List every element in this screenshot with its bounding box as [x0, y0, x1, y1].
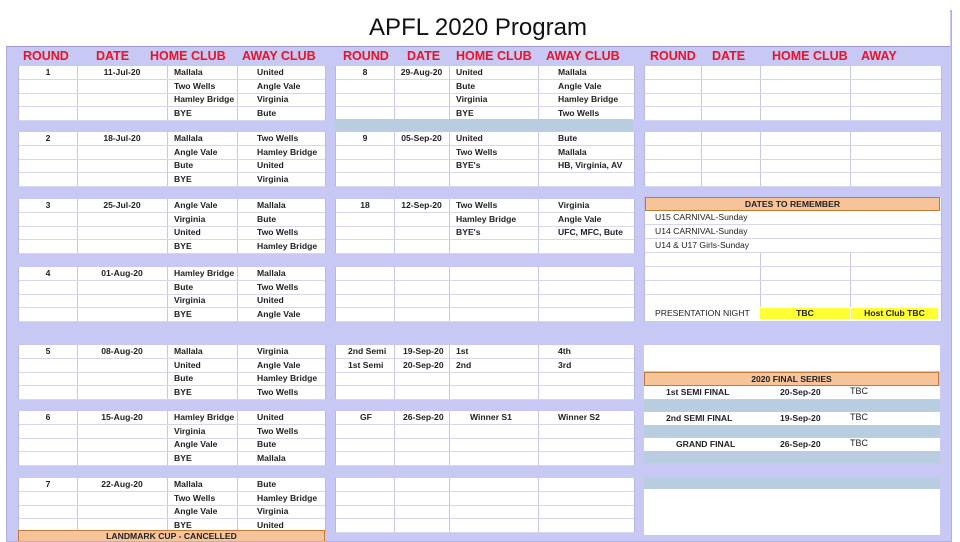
- away-club: United: [257, 160, 284, 170]
- home-club: Angle Vale: [174, 200, 218, 210]
- away-club: Virginia: [257, 346, 289, 356]
- table-row: [336, 159, 634, 173]
- presentation-host: Host Club TBC: [851, 308, 938, 319]
- home-club: BYE's: [456, 160, 481, 170]
- gf-home: Winner S1: [470, 412, 512, 422]
- home-club: Angle Vale: [174, 439, 218, 449]
- table-row: [336, 213, 634, 227]
- header-round-left: ROUND: [23, 49, 69, 63]
- round-block: [18, 411, 326, 465]
- table-row: [19, 294, 325, 308]
- table-row: [19, 359, 325, 373]
- away-club: Hamley Bridge: [257, 373, 318, 383]
- table-row: [645, 132, 941, 146]
- table-row: [19, 173, 325, 187]
- away-club: Hamley Bridge: [257, 240, 318, 251]
- round-block: [335, 66, 635, 120]
- header-home-left: HOME CLUB: [150, 49, 226, 63]
- away-club: Two Wells: [257, 386, 299, 397]
- table-row: [19, 505, 325, 519]
- semi-round: 2nd Semi: [348, 346, 387, 356]
- round-number: 9: [362, 133, 368, 143]
- header-away-right: AWAY: [861, 49, 897, 63]
- home-club: Virginia: [174, 425, 206, 436]
- home-club: BYE: [174, 240, 192, 251]
- table-row: [19, 66, 325, 80]
- round-number: 18: [360, 200, 370, 210]
- away-club: Bute: [257, 107, 277, 118]
- final-item-name: 1st SEMI FINAL: [666, 387, 730, 397]
- table-row: [645, 159, 941, 173]
- home-club: BYE's: [456, 227, 481, 237]
- home-club: Mallala: [174, 133, 203, 143]
- round-block: [18, 66, 326, 120]
- table-row: [19, 240, 325, 254]
- table-row: [19, 80, 325, 94]
- table-row: [19, 372, 325, 386]
- round-block: [335, 199, 635, 253]
- home-club: Bute: [456, 80, 476, 91]
- round-block: [335, 267, 635, 321]
- table-row: [336, 386, 634, 400]
- away-club: Virginia: [257, 94, 289, 104]
- table-row: [336, 308, 634, 322]
- table-row: [336, 505, 634, 519]
- away-club: Mallala: [257, 268, 286, 278]
- home-club: Virginia: [456, 94, 488, 104]
- semi-round: 1st Semi: [348, 359, 384, 370]
- table-row: [336, 425, 634, 439]
- round-block: [644, 66, 942, 120]
- round-number: 8: [362, 67, 368, 77]
- home-club: United: [456, 67, 483, 77]
- round-block: [18, 199, 326, 253]
- round-block: [18, 267, 326, 321]
- home-club: Hamley Bridge: [174, 412, 235, 422]
- table-row: [336, 281, 634, 295]
- table-row: [19, 452, 325, 466]
- home-club: Hamley Bridge: [174, 94, 235, 104]
- table-row: [19, 132, 325, 146]
- round-block: [18, 345, 326, 399]
- final-item-name: 2nd SEMI FINAL: [666, 413, 733, 423]
- semi-home: 2nd: [456, 359, 472, 370]
- home-club: Bute: [174, 160, 194, 170]
- away-club: Mallala: [558, 146, 587, 157]
- final-item-venue: TBC: [850, 386, 868, 396]
- home-club: Angle Vale: [174, 146, 218, 157]
- table-row: [336, 478, 634, 492]
- home-club: BYE: [174, 386, 192, 397]
- home-club: Mallala: [174, 479, 203, 489]
- semi-home: 1st: [456, 346, 469, 356]
- table-row: [645, 173, 941, 187]
- final-item-venue: TBC: [850, 438, 868, 448]
- home-club: BYE: [174, 519, 192, 530]
- home-club: Mallala: [174, 67, 203, 77]
- home-club: BYE: [174, 173, 192, 184]
- table-row: [336, 146, 634, 160]
- away-club: Bute: [257, 213, 277, 224]
- home-club: BYE: [456, 107, 474, 118]
- table-row: [336, 240, 634, 254]
- reminder-item: U14 & U17 Girls-Sunday: [655, 240, 750, 250]
- table-row: [19, 226, 325, 240]
- round-date: 29-Aug-20: [400, 67, 443, 77]
- table-row: [336, 66, 634, 80]
- table-row: [336, 132, 634, 146]
- header-date-right: DATE: [712, 49, 746, 63]
- round-date: 11-Jul-20: [103, 67, 141, 77]
- separator-strip: [335, 119, 633, 131]
- home-club: BYE: [174, 452, 192, 463]
- round-number: 2: [45, 133, 51, 143]
- away-club: Bute: [257, 479, 277, 489]
- table-row: [645, 66, 941, 80]
- home-club: Virginia: [174, 295, 206, 305]
- table-row: [336, 438, 634, 452]
- gf-round: GF: [360, 412, 372, 422]
- table-row: [336, 411, 634, 425]
- away-club: Angle Vale: [257, 80, 301, 91]
- header-away-middle: AWAY CLUB: [546, 49, 620, 63]
- table-row: [336, 372, 634, 386]
- table-row: [19, 308, 325, 322]
- table-row: [645, 146, 941, 160]
- final-item-name: GRAND FINAL: [676, 439, 736, 449]
- home-club: Two Wells: [174, 492, 216, 503]
- home-club: Two Wells: [456, 146, 498, 157]
- round-block: [335, 345, 635, 399]
- table-row: [19, 478, 325, 492]
- away-club: Virginia: [257, 173, 289, 184]
- table-row: [336, 226, 634, 240]
- table-row: [336, 199, 634, 213]
- table-row: [336, 267, 634, 281]
- table-row: [645, 80, 941, 94]
- round-date: 08-Aug-20: [101, 346, 143, 356]
- page-title: APFL 2020 Program: [6, 10, 950, 47]
- table-row: [645, 107, 941, 121]
- away-club: Angle Vale: [558, 80, 602, 91]
- landmark-cup-banner: LANDMARK CUP - CANCELLED: [18, 530, 325, 541]
- away-club: Hamley Bridge: [558, 94, 619, 104]
- away-club: Two Wells: [257, 133, 299, 143]
- table-row: [19, 267, 325, 281]
- table-row: [19, 281, 325, 295]
- home-club: Hamley Bridge: [174, 268, 235, 278]
- final-item-date: 26-Sep-20: [780, 439, 821, 449]
- away-club: Virginia: [257, 506, 289, 516]
- reminder-item: U14 CARNIVAL-Sunday: [655, 226, 748, 236]
- header-date-middle: DATE: [407, 49, 441, 63]
- round-date: 01-Aug-20: [101, 268, 143, 278]
- away-club: United: [257, 295, 284, 305]
- away-club: Angle Vale: [558, 213, 602, 224]
- away-club: Mallala: [257, 200, 286, 210]
- round-number: 5: [45, 346, 51, 356]
- away-club: Mallala: [558, 67, 587, 77]
- away-club: United: [257, 412, 284, 422]
- reminder-item: U15 CARNIVAL-Sunday: [655, 212, 748, 222]
- header-away-left: AWAY CLUB: [242, 49, 316, 63]
- table-row: [19, 93, 325, 107]
- away-club: Virginia: [558, 200, 590, 210]
- away-club: United: [257, 519, 284, 530]
- round-date: 18-Jul-20: [103, 133, 141, 143]
- away-club: Two Wells: [257, 281, 299, 292]
- round-block: [335, 478, 635, 532]
- round-number: 4: [45, 268, 51, 278]
- home-club: Two Wells: [174, 80, 216, 91]
- home-club: BYE: [174, 308, 192, 319]
- round-number: 6: [45, 412, 51, 422]
- semi-away: 3rd: [558, 359, 572, 370]
- semi-date: 19-Sep-20: [403, 346, 444, 356]
- presentation-night-label: PRESENTATION NIGHT: [655, 308, 750, 318]
- home-club: Two Wells: [456, 200, 498, 210]
- home-club: BYE: [174, 107, 192, 118]
- round-number: 3: [45, 200, 51, 210]
- home-club: United: [174, 227, 201, 237]
- home-club: United: [456, 133, 483, 143]
- away-club: United: [257, 67, 284, 77]
- away-club: UFC, MFC, Bute: [558, 227, 623, 237]
- gf-away: Winner S2: [558, 412, 600, 422]
- round-date: 12-Sep-20: [401, 200, 442, 210]
- table-row: [336, 519, 634, 533]
- table-row: [336, 80, 634, 94]
- table-row: [19, 345, 325, 359]
- table-row: [19, 411, 325, 425]
- table-row: [19, 159, 325, 173]
- round-date: 22-Aug-20: [101, 479, 143, 489]
- table-row: [336, 345, 634, 359]
- table-row: [19, 438, 325, 452]
- round-date: 05-Sep-20: [401, 133, 442, 143]
- dates-to-remember-title: DATES TO REMEMBER: [645, 197, 940, 211]
- home-club: Angle Vale: [174, 506, 218, 516]
- home-club: United: [174, 359, 201, 370]
- away-club: Angle Vale: [257, 308, 301, 319]
- home-club: Mallala: [174, 346, 203, 356]
- table-row: [336, 93, 634, 107]
- final-item-date: 20-Sep-20: [780, 387, 821, 397]
- away-club: Two Wells: [558, 107, 600, 118]
- semi-away: 4th: [558, 346, 571, 356]
- header-round-middle: ROUND: [343, 49, 389, 63]
- dates-to-remember-panel: [644, 197, 942, 321]
- away-club: Hamley Bridge: [257, 492, 318, 503]
- table-row: [19, 492, 325, 506]
- final-item-venue: TBC: [850, 412, 868, 422]
- header-round-right: ROUND: [650, 49, 696, 63]
- header-date-left: DATE: [96, 49, 130, 63]
- home-club: Bute: [174, 281, 194, 292]
- table-row: [336, 359, 634, 373]
- round-date: 15-Aug-20: [101, 412, 143, 422]
- table-row: [645, 93, 941, 107]
- round-block: [644, 132, 942, 186]
- final-series-panel: [644, 345, 940, 535]
- away-club: Bute: [257, 439, 277, 449]
- round-number: 7: [45, 479, 51, 489]
- round-block: [335, 132, 635, 186]
- home-club: Hamley Bridge: [456, 213, 517, 224]
- round-block: [18, 478, 326, 532]
- semi-date: 20-Sep-20: [403, 359, 444, 370]
- round-date: 25-Jul-20: [103, 200, 141, 210]
- presentation-date: TBC: [760, 308, 850, 319]
- away-club: Mallala: [257, 452, 286, 463]
- home-club: Bute: [174, 373, 194, 383]
- home-club: Virginia: [174, 213, 206, 224]
- away-club: Bute: [558, 133, 578, 143]
- away-club: Hamley Bridge: [257, 146, 318, 157]
- round-block: [18, 132, 326, 186]
- table-row: [19, 146, 325, 160]
- away-club: Angle Vale: [257, 359, 301, 370]
- away-club: Two Wells: [257, 227, 299, 237]
- final-item-date: 19-Sep-20: [780, 413, 821, 423]
- away-club: Two Wells: [257, 425, 299, 436]
- header-home-right: HOME CLUB: [772, 49, 848, 63]
- header-home-middle: HOME CLUB: [456, 49, 532, 63]
- table-row: [336, 452, 634, 466]
- away-club: HB, Virginia, AV: [558, 160, 623, 170]
- table-row: [336, 294, 634, 308]
- final-series-title: 2020 FINAL SERIES: [644, 372, 939, 386]
- table-row: [336, 173, 634, 187]
- table-row: [19, 199, 325, 213]
- round-number: 1: [45, 67, 51, 77]
- table-row: [19, 107, 325, 121]
- gf-date: 26-Sep-20: [403, 412, 444, 422]
- table-row: [19, 213, 325, 227]
- table-row: [19, 425, 325, 439]
- round-block: [335, 411, 635, 465]
- table-row: [336, 492, 634, 506]
- table-row: [19, 386, 325, 400]
